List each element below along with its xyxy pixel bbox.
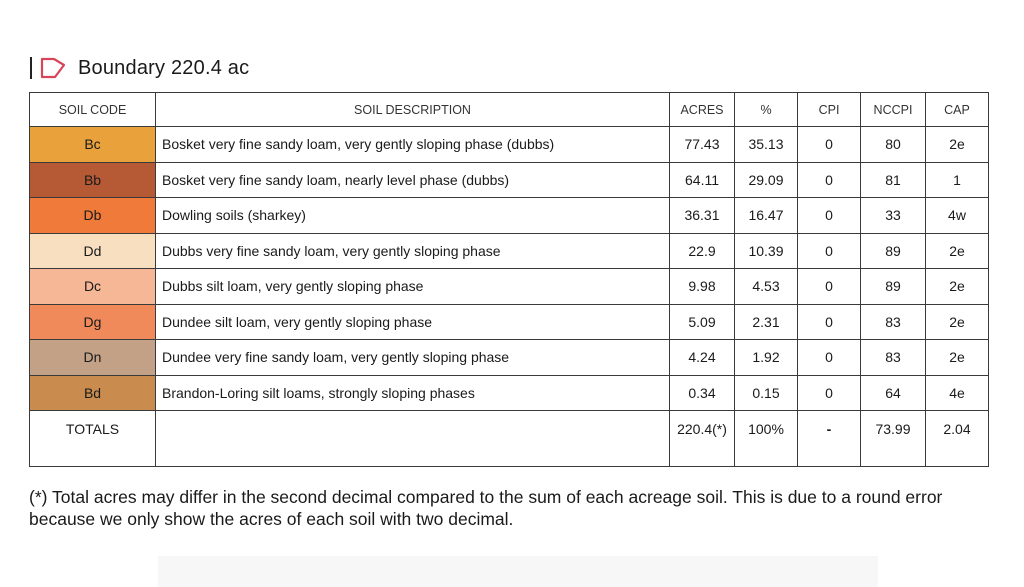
- soil-description-cell: Dowling soils (sharkey): [156, 198, 670, 234]
- footnote: (*) Total acres may differ in the second decimal compared to the sum of each acreage soil. This is due to a round error because we only show the acres of each soil with two decimal.: [29, 487, 943, 529]
- percent-cell: 2.31: [735, 304, 798, 340]
- cpi-cell: 0: [798, 340, 861, 376]
- col-header-acres: ACRES: [670, 93, 735, 127]
- cap-cell: 2e: [926, 304, 989, 340]
- col-header-soil-code: SOIL CODE: [30, 93, 156, 127]
- acres-cell: 4.24: [670, 340, 735, 376]
- percent-cell: 10.39: [735, 233, 798, 269]
- cap-cell: 2e: [926, 127, 989, 163]
- table-row: [30, 340, 989, 376]
- table-row: [30, 233, 989, 269]
- acres-cell: 0.34: [670, 375, 735, 411]
- table-row: [30, 269, 989, 305]
- acres-cell: 22.9: [670, 233, 735, 269]
- soil-code-cell: Dg: [30, 304, 156, 340]
- cpi-cell: 0: [798, 233, 861, 269]
- totals-label: TOTALS: [30, 411, 156, 467]
- nccpi-cell: 89: [861, 269, 926, 305]
- soil-code-cell: Bb: [30, 162, 156, 198]
- col-header-cap: CAP: [926, 93, 989, 127]
- boundary-polygon-icon: [38, 56, 68, 80]
- soil-code-cell: Dd: [30, 233, 156, 269]
- percent-cell: 35.13: [735, 127, 798, 163]
- cap-cell: 2e: [926, 269, 989, 305]
- acres-cell: 64.11: [670, 162, 735, 198]
- nccpi-cell: 80: [861, 127, 926, 163]
- nccpi-cell: 33: [861, 198, 926, 234]
- nccpi-cell: 81: [861, 162, 926, 198]
- col-header-cpi: CPI: [798, 93, 861, 127]
- table-row: [30, 162, 989, 198]
- table-row: [30, 127, 989, 163]
- table-row: [30, 304, 989, 340]
- col-header-percent: %: [735, 93, 798, 127]
- cap-cell: 4w: [926, 198, 989, 234]
- soil-code-cell: Dn: [30, 340, 156, 376]
- cpi-cell: 0: [798, 162, 861, 198]
- col-header-soil-description: SOIL DESCRIPTION: [156, 93, 670, 127]
- soil-description-cell: Dundee very fine sandy loam, very gently sloping phase: [156, 340, 670, 376]
- nccpi-cell: 83: [861, 340, 926, 376]
- nccpi-cell: 83: [861, 304, 926, 340]
- cpi-cell: 0: [798, 269, 861, 305]
- page-title: Boundary 220.4 ac: [78, 56, 250, 79]
- soil-code-cell: Bc: [30, 127, 156, 163]
- cpi-cell: 0: [798, 198, 861, 234]
- cap-cell: 4e: [926, 375, 989, 411]
- cpi-cell: 0: [798, 304, 861, 340]
- nccpi-cell: 89: [861, 233, 926, 269]
- totals-cpi: -: [798, 411, 861, 467]
- totals-percent: 100%: [735, 411, 798, 467]
- percent-cell: 29.09: [735, 162, 798, 198]
- header-divider: [30, 57, 32, 79]
- acres-cell: 77.43: [670, 127, 735, 163]
- totals-acres: 220.4(*): [670, 411, 735, 467]
- soil-code-cell: Bd: [30, 375, 156, 411]
- table-row: [30, 375, 989, 411]
- percent-cell: 4.53: [735, 269, 798, 305]
- totals-cap: 2.04: [926, 411, 989, 467]
- percent-cell: 0.15: [735, 375, 798, 411]
- cap-cell: 2e: [926, 340, 989, 376]
- col-header-nccpi: NCCPI: [861, 93, 926, 127]
- acres-cell: 36.31: [670, 198, 735, 234]
- percent-cell: 16.47: [735, 198, 798, 234]
- acres-cell: 9.98: [670, 269, 735, 305]
- cpi-cell: 0: [798, 127, 861, 163]
- report-header: [30, 54, 249, 82]
- totals-nccpi: 73.99: [861, 411, 926, 467]
- acres-cell: 5.09: [670, 304, 735, 340]
- soil-description-cell: Dubbs silt loam, very gently sloping phase: [156, 269, 670, 305]
- next-section-placeholder: [158, 556, 878, 587]
- soil-description-cell: Bosket very fine sandy loam, very gently sloping phase (dubbs): [156, 127, 670, 163]
- cap-cell: 2e: [926, 233, 989, 269]
- totals-row: [30, 411, 989, 467]
- table-header-row: [30, 93, 989, 127]
- totals-description: [156, 411, 670, 467]
- soil-code-cell: Db: [30, 198, 156, 234]
- cpi-cell: 0: [798, 375, 861, 411]
- soil-description-cell: Dubbs very fine sandy loam, very gently sloping phase: [156, 233, 670, 269]
- soil-description-cell: Dundee silt loam, very gently sloping phase: [156, 304, 670, 340]
- soil-table: [29, 92, 989, 467]
- soil-code-cell: Dc: [30, 269, 156, 305]
- soil-description-cell: Bosket very fine sandy loam, nearly level phase (dubbs): [156, 162, 670, 198]
- cap-cell: 1: [926, 162, 989, 198]
- soil-description-cell: Brandon-Loring silt loams, strongly sloping phases: [156, 375, 670, 411]
- table-row: [30, 198, 989, 234]
- percent-cell: 1.92: [735, 340, 798, 376]
- nccpi-cell: 64: [861, 375, 926, 411]
